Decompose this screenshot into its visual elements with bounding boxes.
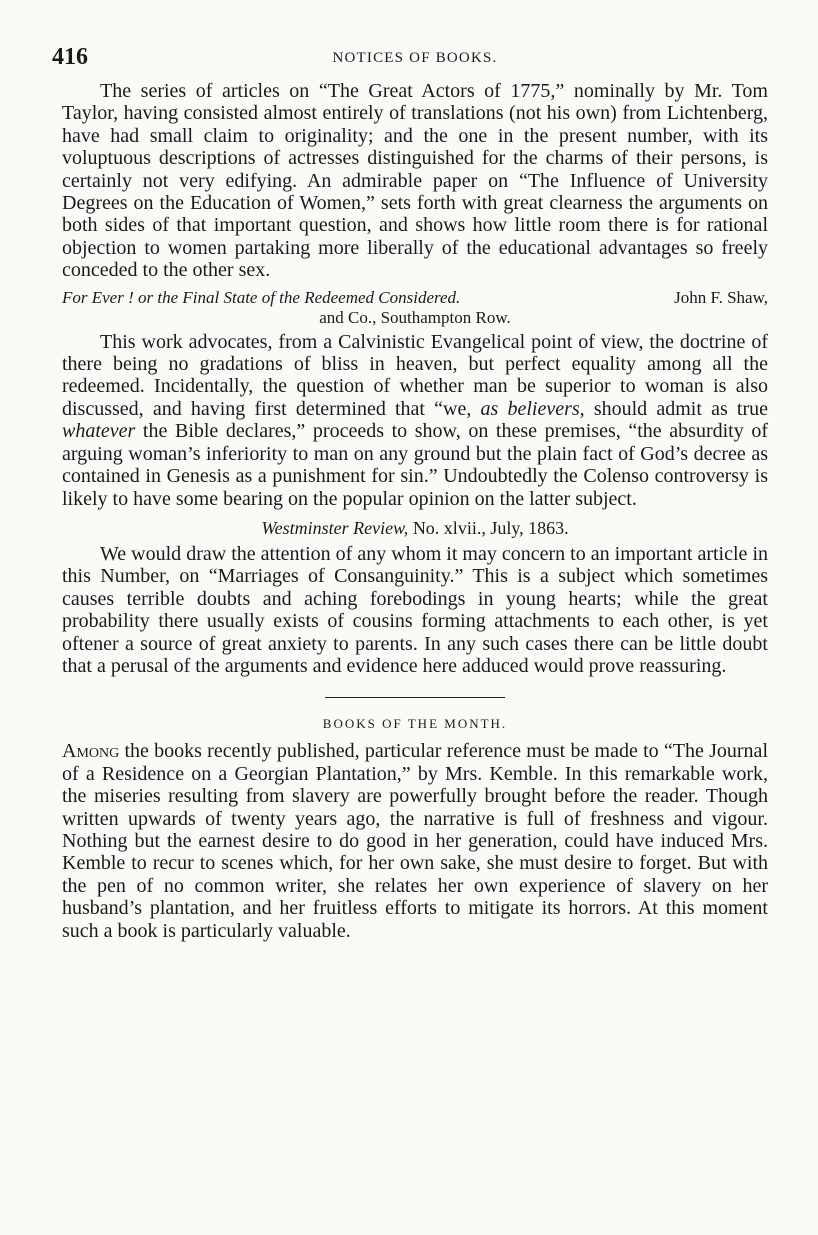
periodical-title: Westminster Review,: [261, 517, 409, 538]
book-publisher: John F. Shaw,: [674, 287, 768, 307]
review-emphasis: whatever: [62, 420, 136, 443]
periodical-heading: [62, 518, 768, 539]
review-text-part: This work advocates, from a Calvinistic Evangelical point of view, the doctrine of there being no gradations of bliss in heaven, but perfect equality among all the redeemed. Incidentally, the question of whether man be superior to woman is also discussed, and having first determined that “we,: [62, 330, 768, 420]
section-title: BOOKS OF THE MONTH.: [322, 716, 508, 732]
books-of-month-text: the books recently published, particular reference must be made to “The Journal of a Residence on a Georgian Plantation,” by Mrs. Kemble. In this remarkable work, the miseries resulting from slavery are powerfully brought before the reader. Though written upwards of twenty years ago, the narrative is full of freshness and vigour. Nothing but the earnest desire to do good in her generation, could have induced Mrs. Kemble to recur to scenes which, for her own sake, she must desire to forget. But with the pen of no common writer, she relates her own experience of slavery on her husband’s plantation, and her fruitless efforts to mitigate its horrors. At this moment such a book is particularly valuable.: [62, 740, 768, 942]
running-head: NOTICES OF BOOKS.: [332, 50, 498, 66]
books-of-month-paragraph: [62, 740, 768, 942]
opening-word: Among: [62, 740, 120, 763]
periodical-number: No. xlvii., July, 1863.: [412, 517, 569, 538]
page-header: [52, 44, 768, 80]
book-title: For Ever ! or the Final State of the Redeemed Considered.: [62, 287, 461, 307]
page: [52, 44, 768, 942]
review-emphasis: as believers: [480, 397, 580, 420]
book-entry-heading: [62, 288, 768, 328]
review-paragraph-1: The series of articles on “The Great Actors of 1775,” nominally by Mr. Tom Taylor, having consisted almost entirely of translations (not his own) from Lichtenberg, have had small claim to originality; and the one in the present number, with its voluptuous descriptions of actresses distinguished for the charms of their persons, is certainly not very edifying. An admirable paper on “The Influence of University Degrees on the Education of Women,” sets forth with great clearness the arguments on both sides of that important question, and shows how little room there is for rational objection to women partaking more liberally of the educational advantages so freely conceded to the other sex.: [62, 80, 768, 282]
book-review-paragraph: [62, 331, 768, 510]
review-text-part: the Bible declares,” proceeds to show, on these premises, “the absurdity of arguing woman’s inferiority to man on any ground but the plain fact of God’s decree as contained in Genesis as a punishment for sin.” Undoubtedly the Colenso controversy is likely to have some bearing on the popular opinion on the latter subject.: [62, 420, 768, 510]
section-divider: [325, 697, 505, 698]
review-text-part: , should admit as true: [579, 397, 768, 420]
page-number: 416: [52, 44, 88, 70]
periodical-review-paragraph: We would draw the attention of any whom it may concern to an important article in this Number, on “Marriages of Consanguinity.” This is a subject which sometimes causes terrible doubts and aching forebodings in young hearts; while the great probability there usually exists of cousins forming attachments to each other, is yet oftener a source of great anxiety to parents. In any such cases there can be little doubt that a perusal of the arguments and evidence here adduced would prove reassuring.: [62, 542, 768, 677]
book-publisher-address: and Co., Southampton Row.: [319, 307, 511, 327]
